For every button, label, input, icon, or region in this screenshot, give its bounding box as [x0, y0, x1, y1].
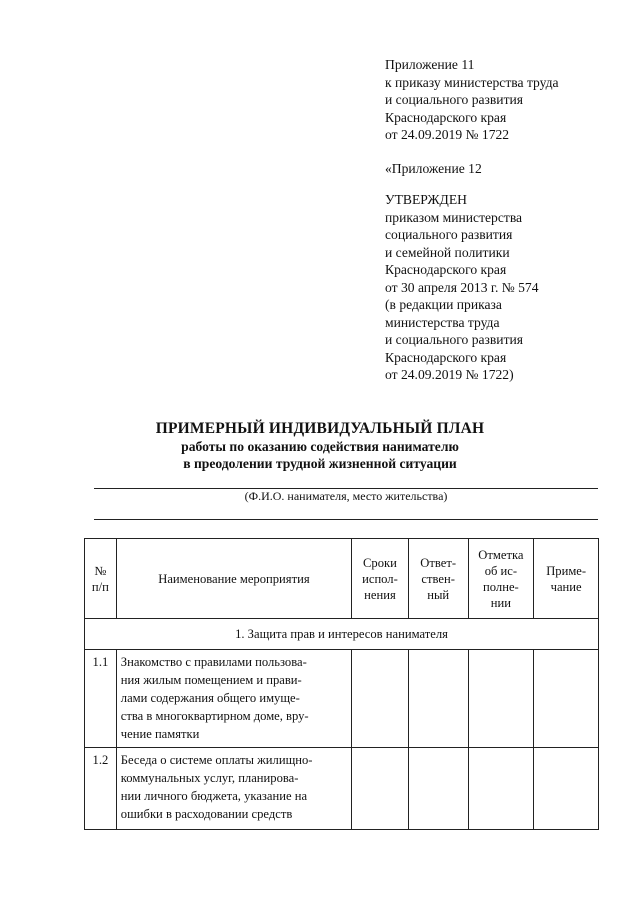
row-deadline-cell — [352, 748, 409, 830]
title-subtitle-2: в преодолении трудной жизненной ситуации — [183, 456, 457, 471]
approval-line: Краснодарского края — [385, 349, 507, 365]
appendix-order-line: к приказу министерства труда — [385, 74, 559, 90]
spacer — [385, 177, 559, 191]
header-activity-name: Наименование мероприятия — [116, 539, 351, 619]
approval-line: и семейной политики — [385, 244, 510, 260]
appendix-quote-line: «Приложение 12 — [385, 160, 482, 176]
title-main: ПРИМЕРНЫЙ ИНДИВИДУАЛЬНЫЙ ПЛАН — [155, 420, 485, 437]
row-deadline-cell — [352, 650, 409, 748]
appendix-date-line: от 24.09.2019 № 1722 — [385, 127, 510, 142]
header-note: Приме- чание — [534, 539, 599, 619]
approval-line: от 24.09.2019 № 1722) — [385, 367, 514, 382]
approval-line: министерства труда — [385, 314, 500, 330]
header-deadline: Сроки испол- нения — [352, 539, 409, 619]
row-number: 1.2 — [85, 748, 117, 830]
appendix-header — [385, 56, 559, 384]
approval-line: Краснодарского края — [385, 262, 507, 277]
row-number: 1.1 — [85, 650, 117, 748]
spacer — [385, 144, 559, 160]
approved-label: УТВЕРЖДЕН — [385, 192, 467, 207]
document-title — [0, 419, 640, 472]
second-underline — [94, 519, 598, 520]
row-mark-cell — [468, 748, 534, 830]
header-number: № п/п — [85, 539, 117, 619]
approval-line: социального развития — [385, 227, 513, 242]
appendix-ministry-line: и социального развития — [385, 92, 524, 107]
approval-line: и социального развития — [385, 332, 524, 347]
header-responsible: Ответ- ствен- ный — [408, 539, 468, 619]
section-title: 1. Защита прав и интересов нанимателя — [85, 619, 599, 650]
row-responsible-cell — [408, 748, 468, 830]
appendix-region-line: Краснодарского края — [385, 109, 507, 125]
row-description: Знакомство с правилами пользова- ния жилым помещением и прави- лами содержания общего имуще- ства в многоквартирном доме, вру- чение памятки — [116, 650, 351, 748]
section-row — [85, 619, 599, 650]
approval-line: от 30 апреля 2013 г. № 574 — [385, 279, 539, 295]
table-header-row — [85, 539, 599, 619]
title-subtitle-1: работы по оказанию содействия нанимателю — [181, 439, 459, 454]
approval-line: приказом министерства — [385, 209, 523, 225]
table-row — [85, 650, 599, 748]
fio-caption: (Ф.И.О. нанимателя, место жительства) — [244, 489, 448, 503]
appendix-number: Приложение 11 — [385, 57, 475, 72]
header-completion-mark: Отметка об ис- полне- нии — [468, 539, 534, 619]
row-note-cell — [534, 650, 599, 748]
table-row — [85, 748, 599, 830]
row-mark-cell — [468, 650, 534, 748]
plan-table — [84, 538, 599, 830]
row-responsible-cell — [408, 650, 468, 748]
row-description: Беседа о системе оплаты жилищно- коммунальных услуг, планирова- нии личного бюджета, указание на ошибки в расходовании средств — [116, 748, 351, 830]
row-note-cell — [534, 748, 599, 830]
approval-line: (в редакции приказа — [385, 297, 502, 312]
